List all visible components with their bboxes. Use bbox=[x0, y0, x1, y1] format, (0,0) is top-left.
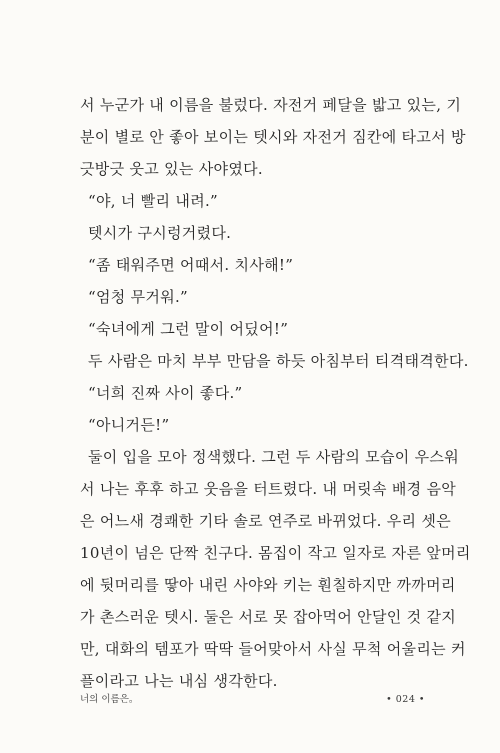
book-title: 너의 이름은。 bbox=[80, 694, 139, 705]
text-line: 둘이 입을 모아 정색했다. 그런 두 사람의 모습이 우스워 bbox=[88, 448, 459, 466]
body-text bbox=[80, 89, 471, 697]
dialogue-line: “숙녀에게 그런 말이 어딨어!” bbox=[88, 320, 289, 338]
text-line: 플이라고 나는 내심 생각한다. bbox=[80, 672, 278, 690]
text-line: 10년이 넘은 단짝 친구다. 몸집이 작고 일자로 자른 앞머리 bbox=[80, 544, 471, 562]
page-footer bbox=[80, 693, 425, 707]
text-line: 서 누군가 내 이름을 불렀다. 자전거 페달을 밟고 있는, 기 bbox=[80, 96, 462, 114]
dialogue-line: “너희 진짜 사이 좋다.” bbox=[88, 384, 243, 402]
page-number: • 024 • bbox=[386, 694, 425, 705]
text-line: 긋방긋 웃고 있는 사야였다. bbox=[80, 160, 263, 178]
dialogue-line: “아니거든!” bbox=[88, 416, 170, 434]
text-line: 텟시가 구시렁거렸다. bbox=[88, 224, 232, 242]
text-line: 두 사람은 마치 부부 만담을 하듯 아침부터 티격태격한다. bbox=[88, 352, 469, 370]
dialogue-line: “좀 태워주면 어때서. 치사해!” bbox=[88, 256, 294, 274]
text-line: 서 나는 후후 하고 웃음을 터트렸다. 내 머릿속 배경 음악 bbox=[80, 480, 457, 498]
text-line: 은 어느새 경쾌한 기타 솔로 연주로 바뀌었다. 우리 셋은 bbox=[80, 512, 451, 530]
text-line: 가 촌스러운 텟시. 둘은 서로 못 잡아먹어 안달인 것 같지 bbox=[80, 608, 457, 626]
text-line: 에 뒷머리를 땋아 내린 사야와 키는 훤칠하지만 까까머리 bbox=[80, 576, 456, 594]
dialogue-line: “야, 너 빨리 내려.” bbox=[88, 192, 219, 210]
text-line: 만, 대화의 템포가 딱딱 들어맞아서 사실 무척 어울리는 커 bbox=[80, 640, 466, 658]
text-line: 분이 별로 안 좋아 보이는 텟시와 자전거 짐칸에 타고서 방 bbox=[80, 128, 466, 146]
dialogue-line: “엄청 무거워.” bbox=[88, 288, 189, 306]
